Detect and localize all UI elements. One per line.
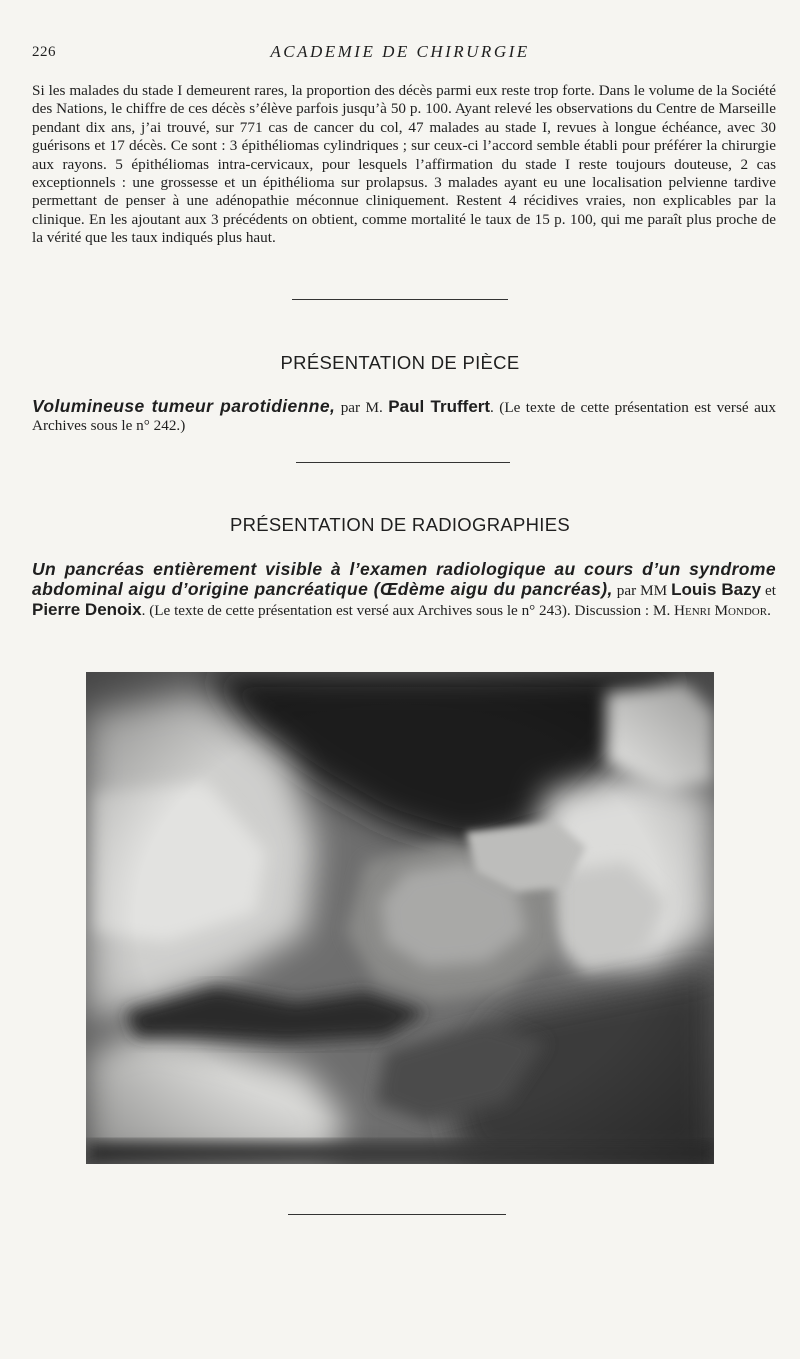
running-head: ACADEMIE DE CHIRURGIE <box>270 42 530 61</box>
entry-piece-title: Volumineuse tumeur parotidienne, <box>32 396 336 416</box>
entry-radiographs-by: par MM <box>612 582 672 600</box>
entry-radiographs-author-2: Pierre Denoix <box>32 599 142 619</box>
entry-radiographs-end: . <box>767 601 771 619</box>
entry-radiographs-title: Un pancréas entièrement visible à l’examen radiologique au cours d’un syndrome abdominal aigu d’origine pancréatique (Œdème aigu du pancréas), <box>32 559 776 600</box>
entry-radiographs <box>32 560 776 620</box>
divider-rule-2 <box>296 462 510 463</box>
entry-radiographs-rest: . (Le texte de cette présentation est versé aux Archives sous le n° 243). Discussion : M. <box>141 601 675 619</box>
entry-piece <box>32 397 776 436</box>
section-heading-radiographs: PRÉSENTATION DE RADIOGRAPHIES <box>229 514 571 535</box>
divider-rule-1 <box>292 299 508 300</box>
page-number: 226 <box>32 44 56 60</box>
entry-piece-author: Paul Truffert <box>388 397 491 416</box>
entry-piece-by: par M. <box>335 399 389 416</box>
entry-radiographs-author-1: Louis Bazy <box>671 580 762 600</box>
entry-radiographs-discussant: Henri Mondor <box>674 601 768 619</box>
section-heading-piece: PRÉSENTATION DE PIÈCE <box>280 352 520 373</box>
divider-rule-3 <box>288 1214 506 1215</box>
radiograph-image <box>86 672 714 1164</box>
pancreas-radiograph <box>86 672 714 1164</box>
intro-paragraph: Si les malades du stade I demeurent rares, la proportion des décès parmi eux reste trop forte. Dans le volume de la Société des Nations, le chiffre de ces décès s’élève parfois jusqu’à 50 p. 100. Ayant relevé les observations du Centre de Marseille pendant dix ans, j’ai trouvé, sur 771 cas de cancer du col, 47 malades au stade I, revues à longue échéance, avec 30 guérisons et 17 décès. Ce sont : 3 épithéliomas cylindriques ; sur ceux-ci l’accord semble établi pour préférer la chirurgie aux rayons. 5 épithéliomas intra-cervicaux, pour lesquels l’affirmation du stade I reste toujours douteuse, 2 cas exceptionnels : une grossesse et un épithélioma sur prolapsus. 3 malades ayant eu une localisation pelvienne tardive permettant de penser à une adénopathie méconnue cliniquement. Restent 4 récidives vraies, non explicables par la clinique. En les ajoutant aux 3 précédents on obtient, comme mortalité le taux de 15 p. 100, qui me paraît plus proche de la vérité que les taux indiqués plus haut. <box>32 82 776 247</box>
entry-piece-rest: . (Le texte de cette présentation est versé aux Archives sous le n° 242.) <box>32 399 776 435</box>
entry-radiographs-and: et <box>761 582 777 600</box>
